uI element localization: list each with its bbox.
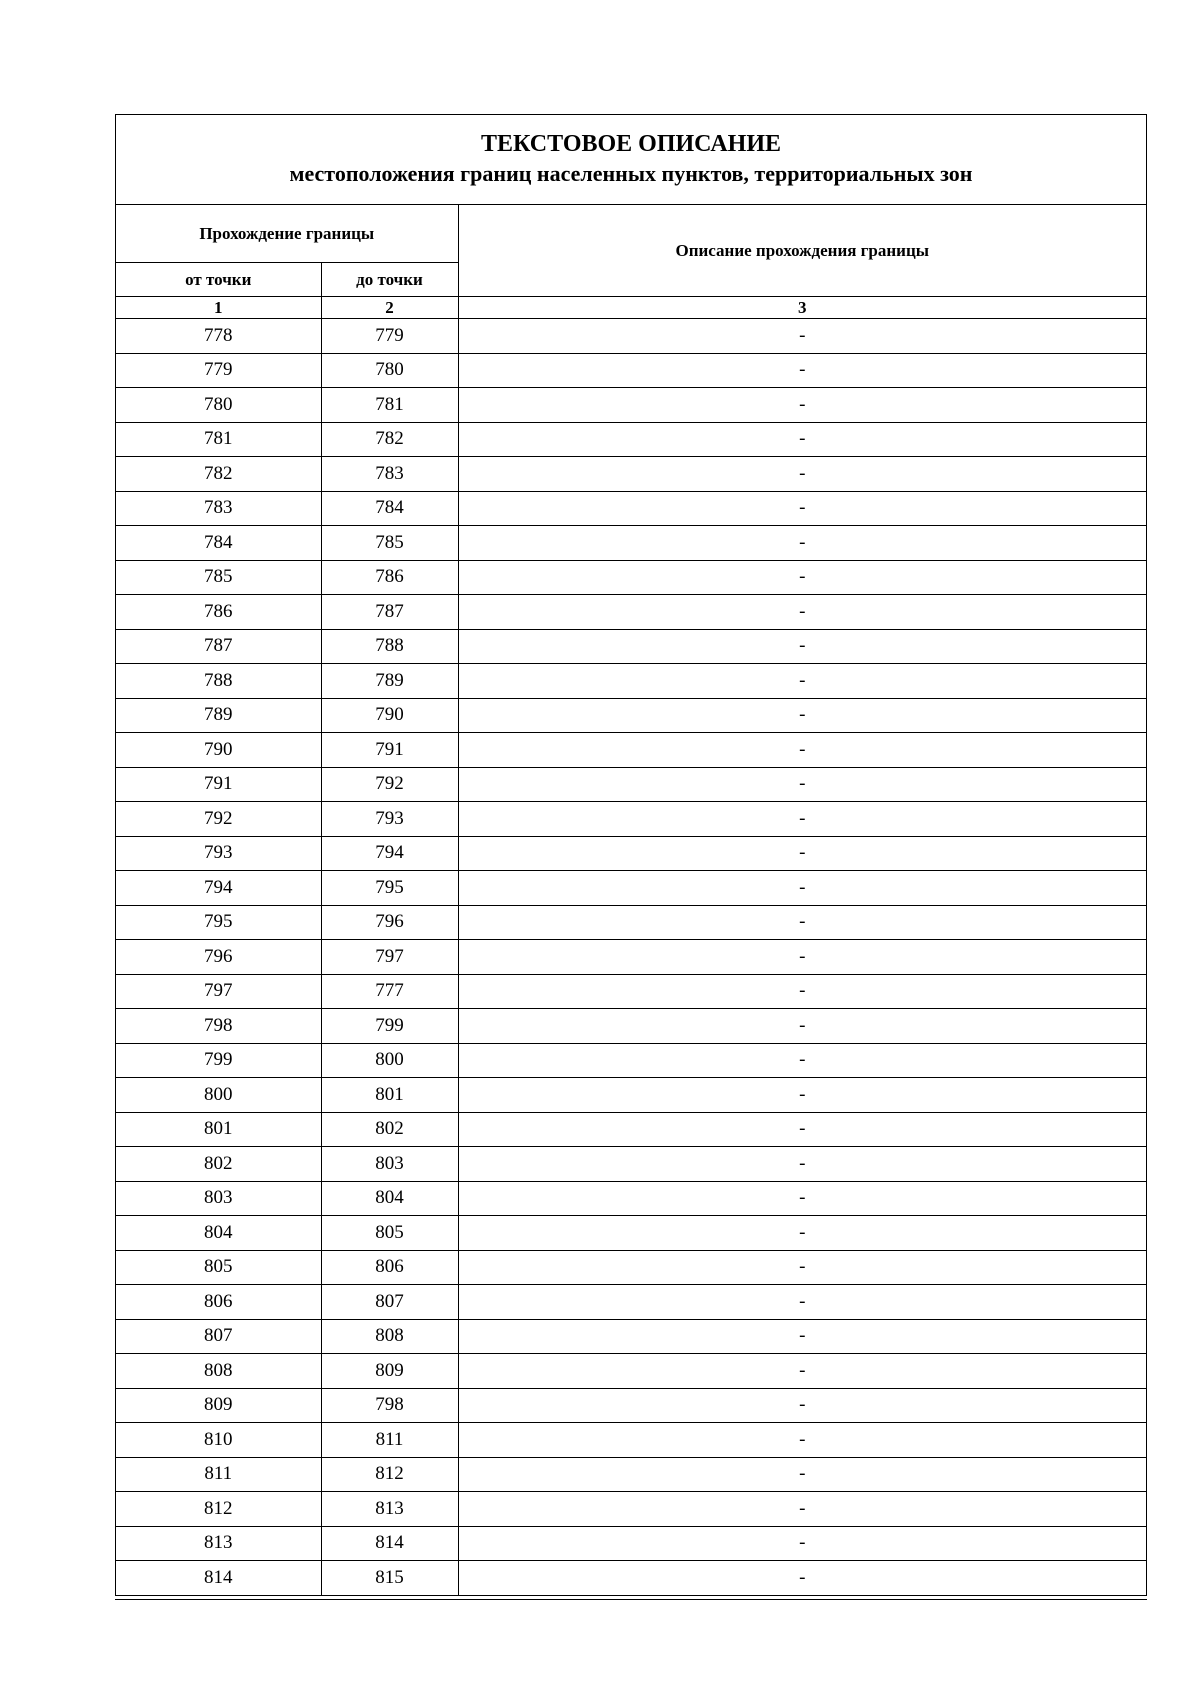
to-point-cell: 796 (321, 905, 458, 940)
from-point-cell: 788 (116, 664, 321, 699)
description-cell: - (458, 1561, 1146, 1596)
description-cell: - (458, 974, 1146, 1009)
table-row (116, 457, 1146, 492)
document-title: ТЕКСТОВОЕ ОПИСАНИЕ (480, 131, 781, 157)
to-point-cell: 803 (321, 1147, 458, 1182)
column-number-3: 3 (458, 297, 1146, 319)
description-cell: - (458, 526, 1146, 561)
table-row (116, 698, 1146, 733)
table-row (116, 1112, 1146, 1147)
to-point-cell: 814 (321, 1526, 458, 1561)
from-point-cell: 803 (116, 1181, 321, 1216)
from-point-cell: 804 (116, 1216, 321, 1251)
to-point-cell: 812 (321, 1457, 458, 1492)
from-point-cell: 812 (116, 1492, 321, 1527)
description-cell: - (458, 1112, 1146, 1147)
table-row (116, 664, 1146, 699)
description-cell: - (458, 491, 1146, 526)
table-row (116, 1216, 1146, 1251)
from-point-cell: 779 (116, 353, 321, 388)
to-point-cell: 792 (321, 767, 458, 802)
from-point-cell: 811 (116, 1457, 321, 1492)
from-point-cell: 793 (116, 836, 321, 871)
from-point-cell: 782 (116, 457, 321, 492)
to-point-cell: 805 (321, 1216, 458, 1251)
description-cell: - (458, 560, 1146, 595)
table-row (116, 1561, 1146, 1596)
description-cell: - (458, 1354, 1146, 1389)
from-point-cell: 810 (116, 1423, 321, 1458)
to-point-cell: 784 (321, 491, 458, 526)
to-point-cell: 790 (321, 698, 458, 733)
table-row (116, 1319, 1146, 1354)
from-point-cell: 806 (116, 1285, 321, 1320)
table-row (116, 1354, 1146, 1389)
to-point-cell: 815 (321, 1561, 458, 1596)
to-point-cell: 779 (321, 319, 458, 354)
description-cell: - (458, 1285, 1146, 1320)
table-body (116, 319, 1146, 1596)
table-row (116, 1043, 1146, 1078)
description-cell: - (458, 1043, 1146, 1078)
to-point-cell: 777 (321, 974, 458, 1009)
table-row (116, 1526, 1146, 1561)
description-cell: - (458, 319, 1146, 354)
title-block (116, 115, 1146, 205)
description-cell: - (458, 457, 1146, 492)
table-row (116, 733, 1146, 768)
description-cell: - (458, 629, 1146, 664)
table-row (116, 1492, 1146, 1527)
to-point-cell: 787 (321, 595, 458, 630)
to-point-cell: 781 (321, 388, 458, 423)
from-point-cell: 813 (116, 1526, 321, 1561)
header-to-point: до точки (321, 263, 458, 297)
description-cell: - (458, 664, 1146, 699)
column-number-1: 1 (116, 297, 321, 319)
from-point-cell: 792 (116, 802, 321, 837)
description-cell: - (458, 871, 1146, 906)
table-row (116, 353, 1146, 388)
table-row (116, 1250, 1146, 1285)
to-point-cell: 797 (321, 940, 458, 975)
description-cell: - (458, 1250, 1146, 1285)
table-row (116, 940, 1146, 975)
description-cell: - (458, 1216, 1146, 1251)
to-point-cell: 806 (321, 1250, 458, 1285)
table-row (116, 422, 1146, 457)
description-cell: - (458, 802, 1146, 837)
from-point-cell: 781 (116, 422, 321, 457)
to-point-cell: 791 (321, 733, 458, 768)
to-point-cell: 801 (321, 1078, 458, 1113)
from-point-cell: 783 (116, 491, 321, 526)
description-cell: - (458, 422, 1146, 457)
from-point-cell: 791 (116, 767, 321, 802)
description-cell: - (458, 733, 1146, 768)
from-point-cell: 787 (116, 629, 321, 664)
header-from-point: от точки (116, 263, 321, 297)
table-row (116, 1078, 1146, 1113)
table-row (116, 1285, 1146, 1320)
from-point-cell: 796 (116, 940, 321, 975)
bottom-rule (115, 1599, 1147, 1600)
table-row (116, 319, 1146, 354)
description-cell: - (458, 836, 1146, 871)
table-row (116, 1388, 1146, 1423)
description-cell: - (458, 1423, 1146, 1458)
to-point-cell: 807 (321, 1285, 458, 1320)
description-cell: - (458, 1078, 1146, 1113)
to-point-cell: 785 (321, 526, 458, 561)
boundary-description-document (115, 114, 1147, 1596)
to-point-cell: 786 (321, 560, 458, 595)
description-cell: - (458, 1526, 1146, 1561)
to-point-cell: 782 (321, 422, 458, 457)
to-point-cell: 780 (321, 353, 458, 388)
to-point-cell: 809 (321, 1354, 458, 1389)
to-point-cell: 808 (321, 1319, 458, 1354)
header-description: Описание прохождения границы (458, 205, 1146, 297)
from-point-cell: 799 (116, 1043, 321, 1078)
table-row (116, 871, 1146, 906)
from-point-cell: 808 (116, 1354, 321, 1389)
description-cell: - (458, 1492, 1146, 1527)
description-cell: - (458, 1319, 1146, 1354)
table-row (116, 1457, 1146, 1492)
table-row (116, 1181, 1146, 1216)
table-row (116, 491, 1146, 526)
description-cell: - (458, 595, 1146, 630)
from-point-cell: 805 (116, 1250, 321, 1285)
to-point-cell: 783 (321, 457, 458, 492)
from-point-cell: 798 (116, 1009, 321, 1044)
to-point-cell: 813 (321, 1492, 458, 1527)
to-point-cell: 799 (321, 1009, 458, 1044)
description-cell: - (458, 940, 1146, 975)
table-row (116, 388, 1146, 423)
description-cell: - (458, 905, 1146, 940)
description-cell: - (458, 767, 1146, 802)
from-point-cell: 801 (116, 1112, 321, 1147)
description-cell: - (458, 353, 1146, 388)
description-cell: - (458, 1388, 1146, 1423)
from-point-cell: 809 (116, 1388, 321, 1423)
from-point-cell: 790 (116, 733, 321, 768)
table-row (116, 974, 1146, 1009)
description-cell: - (458, 1147, 1146, 1182)
to-point-cell: 794 (321, 836, 458, 871)
description-cell: - (458, 388, 1146, 423)
from-point-cell: 785 (116, 560, 321, 595)
table-row (116, 836, 1146, 871)
to-point-cell: 795 (321, 871, 458, 906)
from-point-cell: 778 (116, 319, 321, 354)
to-point-cell: 800 (321, 1043, 458, 1078)
table-row (116, 905, 1146, 940)
from-point-cell: 784 (116, 526, 321, 561)
table-row (116, 526, 1146, 561)
table-row (116, 1147, 1146, 1182)
table-row (116, 629, 1146, 664)
table-row (116, 767, 1146, 802)
to-point-cell: 811 (321, 1423, 458, 1458)
description-cell: - (458, 1181, 1146, 1216)
table-row (116, 802, 1146, 837)
from-point-cell: 797 (116, 974, 321, 1009)
from-point-cell: 786 (116, 595, 321, 630)
from-point-cell: 802 (116, 1147, 321, 1182)
from-point-cell: 814 (116, 1561, 321, 1596)
to-point-cell: 788 (321, 629, 458, 664)
description-cell: - (458, 1009, 1146, 1044)
from-point-cell: 794 (116, 871, 321, 906)
to-point-cell: 802 (321, 1112, 458, 1147)
table-row (116, 1423, 1146, 1458)
from-point-cell: 795 (116, 905, 321, 940)
header-boundary-passage: Прохождение границы (116, 205, 458, 263)
to-point-cell: 793 (321, 802, 458, 837)
from-point-cell: 800 (116, 1078, 321, 1113)
from-point-cell: 807 (116, 1319, 321, 1354)
to-point-cell: 789 (321, 664, 458, 699)
from-point-cell: 789 (116, 698, 321, 733)
table-row (116, 1009, 1146, 1044)
from-point-cell: 780 (116, 388, 321, 423)
boundary-table (116, 205, 1146, 1596)
description-cell: - (458, 1457, 1146, 1492)
table-row (116, 595, 1146, 630)
column-number-2: 2 (321, 297, 458, 319)
to-point-cell: 804 (321, 1181, 458, 1216)
table-row (116, 560, 1146, 595)
document-subtitle: местоположения границ населенных пунктов, территориальных зон (289, 161, 973, 186)
description-cell: - (458, 698, 1146, 733)
to-point-cell: 798 (321, 1388, 458, 1423)
